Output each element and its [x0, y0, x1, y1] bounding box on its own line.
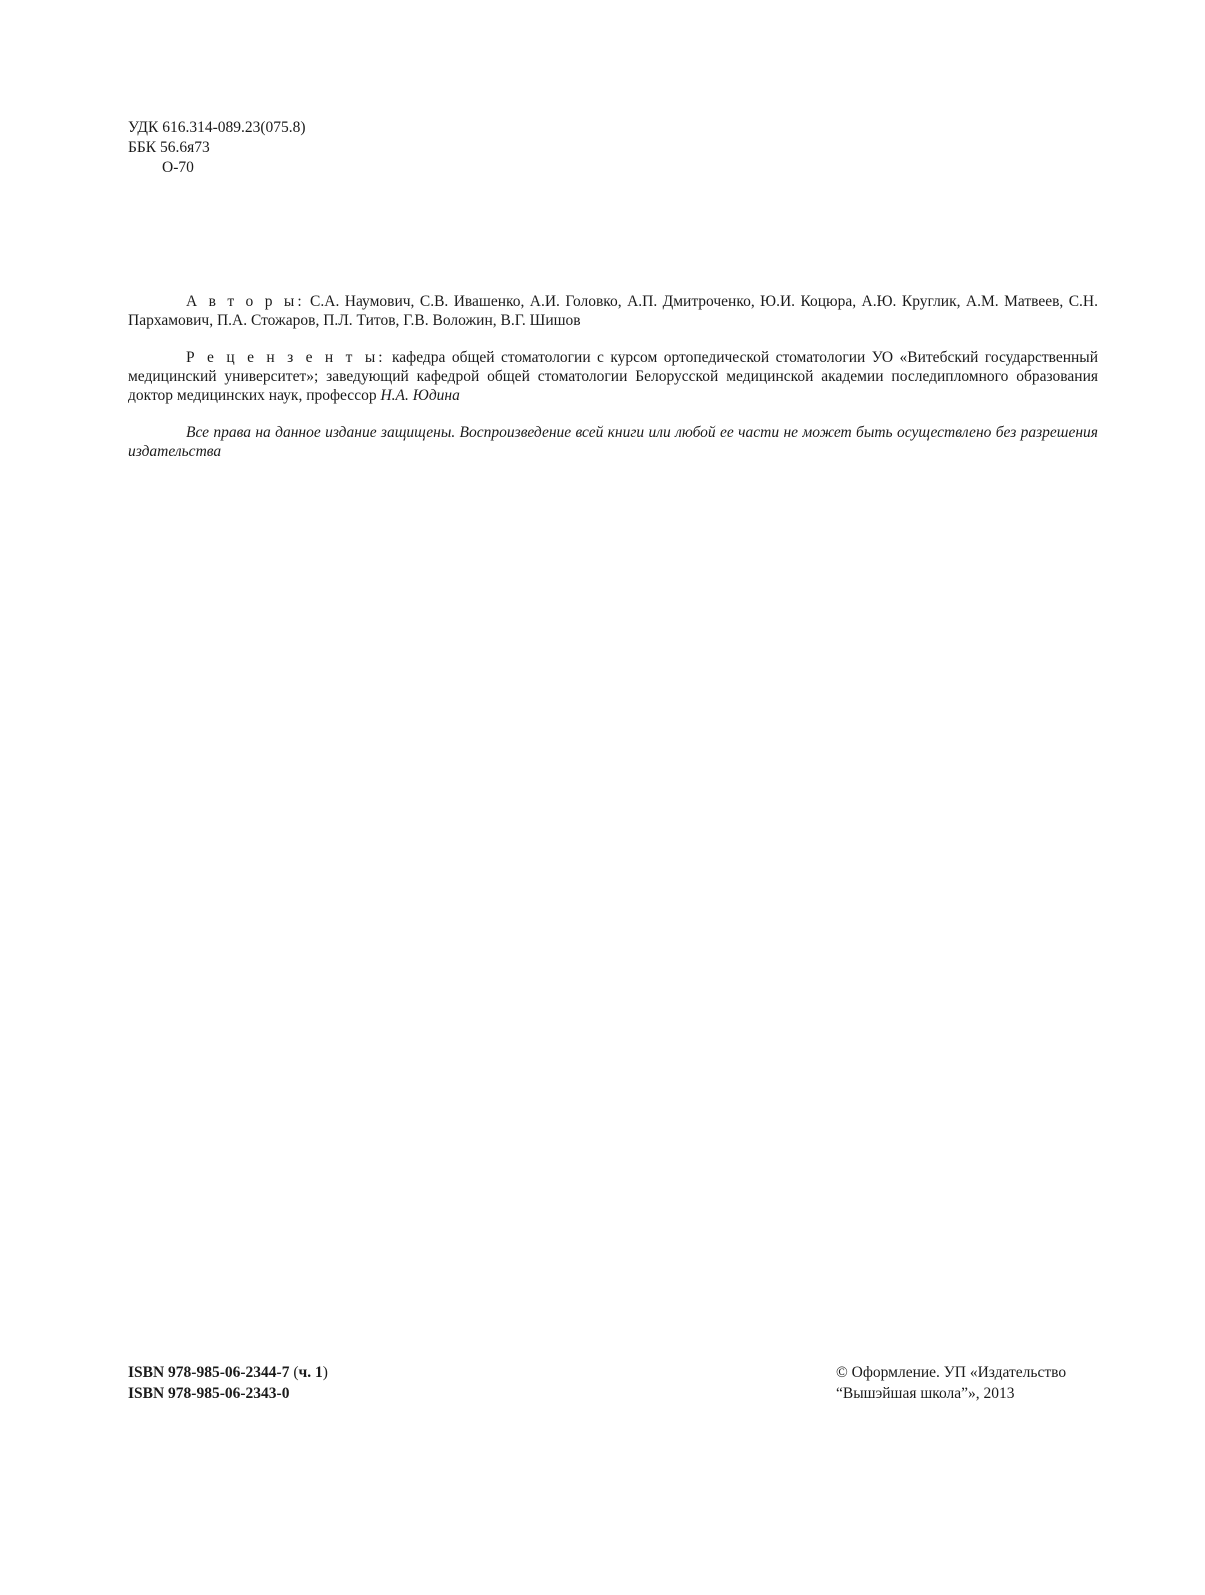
- isbn-part-label: ч. 1: [298, 1364, 323, 1381]
- isbn-line-2: ISBN 978-985-06-2343-0: [128, 1385, 290, 1402]
- udk-code: УДК 616.314-089.23(075.8): [128, 119, 306, 136]
- copyright-block: [836, 1362, 1066, 1404]
- copyright-line-1: © Оформление. УП «Издательство: [836, 1364, 1067, 1381]
- reviewers-label: Р е ц е н з е н т ы:: [186, 349, 386, 366]
- authors-paragraph: [128, 292, 1098, 330]
- isbn-line-1: [128, 1362, 328, 1383]
- authors-label: А в т о р ы:: [186, 293, 305, 310]
- isbn-paren-open: (: [293, 1364, 299, 1381]
- rights-notice: Все права на данное издание защищены. Воспроизведение всей книги или любой ее части не может быть осуществлено без разрешения издательства: [128, 424, 1098, 460]
- reviewers-paragraph: [128, 348, 1098, 405]
- isbn-number-1: ISBN 978-985-06-2344-7: [128, 1364, 294, 1381]
- imprint-content: [128, 292, 1098, 479]
- reviewers-text: кафедра общей стоматологии с курсом ортопедической стоматологии УО «Витебский государственный медицинский университет»; заведующий кафедрой общей стоматологии Белорусской медицинской академии последипломного образования доктор медицинских наук, профессор: [128, 349, 1099, 404]
- author-mark: О-70: [162, 159, 194, 176]
- reviewer-name: Н.А. Юдина: [380, 387, 460, 404]
- isbn-paren-close: ): [322, 1364, 328, 1381]
- classification-block: [128, 118, 306, 178]
- authors-list: С.А. Наумович, С.В. Ивашенко, А.И. Головко, А.П. Дмитроченко, Ю.И. Коцюра, А.Ю. Круглик, А.М. Матвеев, С.Н. Пархамович, П.А. Стожаров, П.Л. Титов, Г.В. Воложин, В.Г. Шишов: [128, 293, 1098, 329]
- isbn-block: [128, 1362, 328, 1404]
- copyright-line-2: “Вышэйшая школа”», 2013: [836, 1385, 1015, 1402]
- bbk-code: ББК 56.6я73: [128, 139, 210, 156]
